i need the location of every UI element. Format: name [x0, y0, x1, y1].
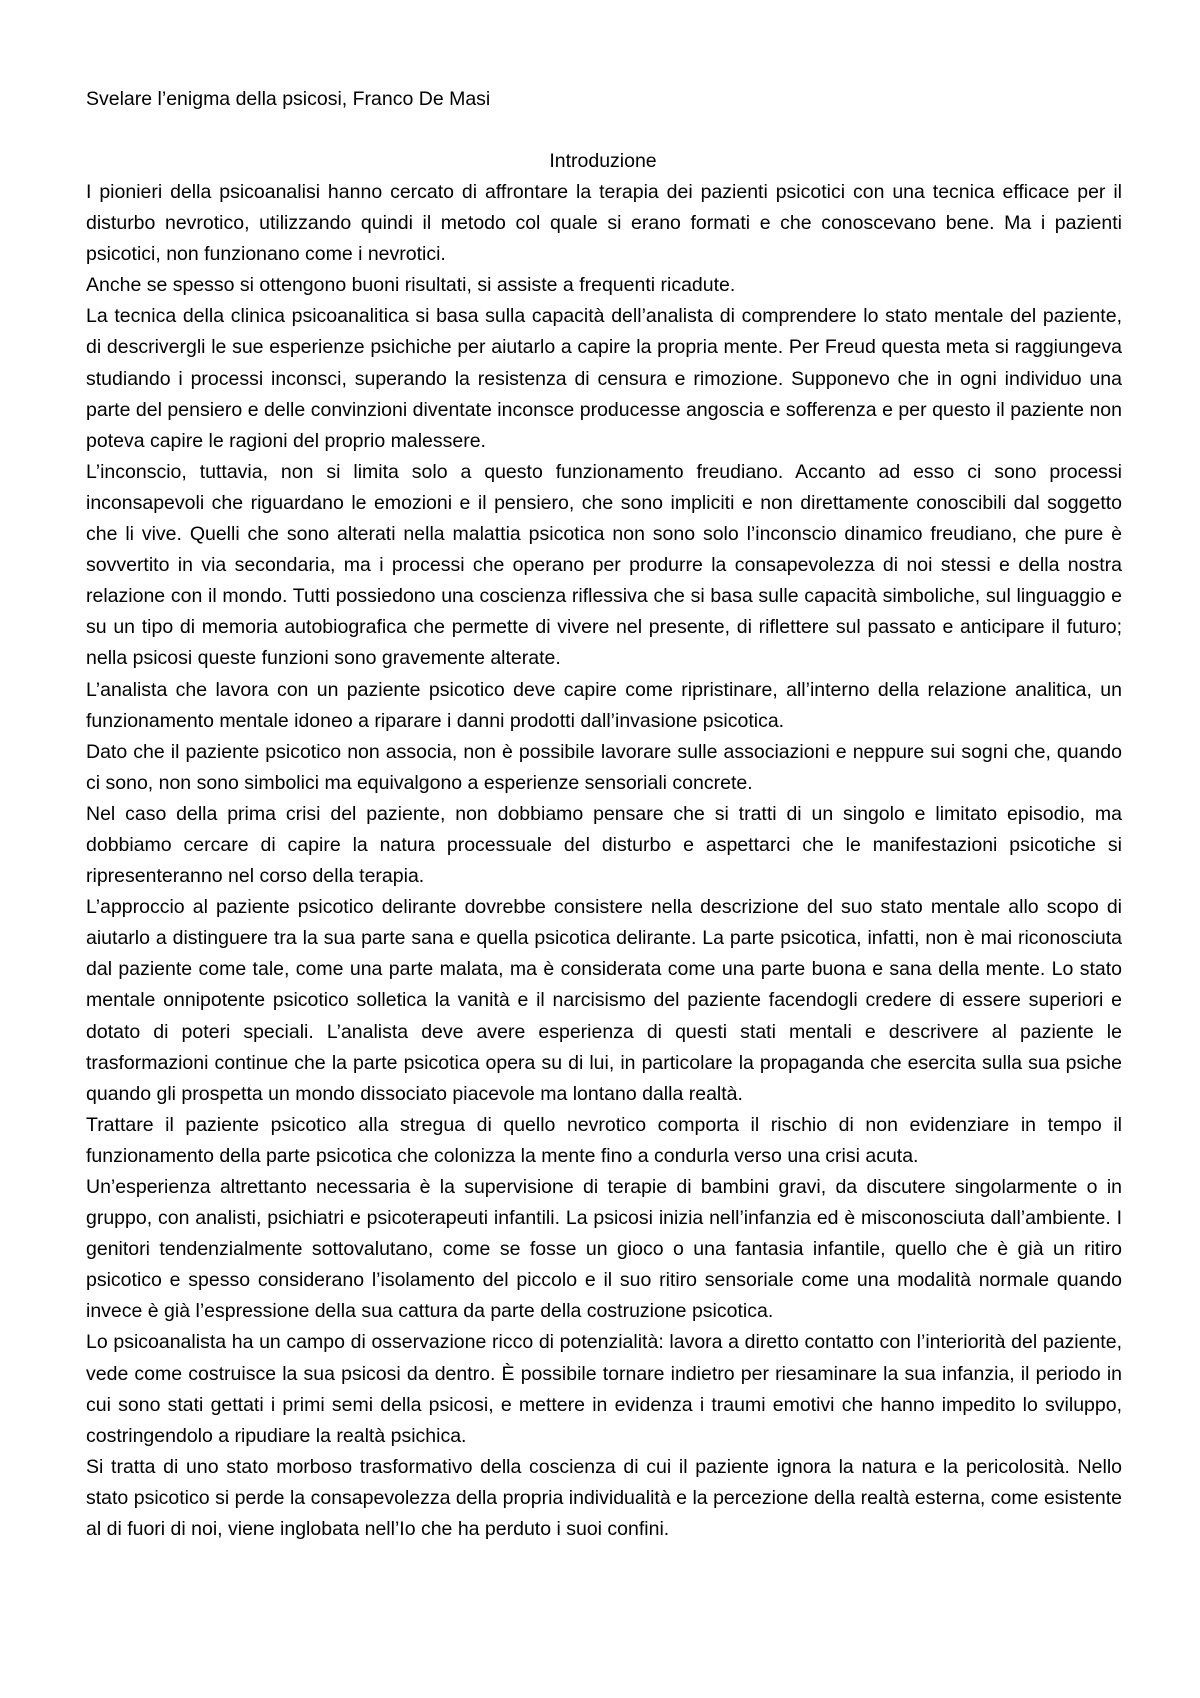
paragraph: La tecnica della clinica psicoanalitica si basa sulla capacità dell’analista di comprendere lo stato mentale del paziente, di descrivergli le sue esperienze psichiche per aiutarlo a capire la propria mente. Per Freud questa meta si raggiungeva studiando i processi inconsci, superando la resistenza di censura e rimozione. Supponevo che in ogni individuo una parte del pensiero e delle convinzioni diventate inconsce producesse angoscia e sofferenza e per questo il paziente non poteva capire le ragioni del proprio malessere. [86, 305, 1122, 452]
paragraph: Trattare il paziente psicotico alla stregua di quello nevrotico comporta il rischio di non evidenziare in tempo il funzionamento della parte psicotica che colonizza la mente fino a condurla verso una crisi acuta. [86, 1113, 1122, 1167]
paragraph: Un’esperienza altrettanto necessaria è la supervisione di terapie di bambini gravi, da discutere singolarmente o in gruppo, con analisti, psichiatri e psicoterapeuti infantili. La psicosi inizia nell’infanzia ed è misconosciuta dall’ambiente. I genitori tendenzialmente sottovalutano, come se fosse un gioco o una fantasia infantile, quello che è già un ritiro psicotico e spesso considerano l’isolamento del piccolo e il suo ritiro sensoriale come una modalità normale quando invece è già l’espressione della sua cattura da parte della costruzione psicotica. [86, 1176, 1122, 1323]
paragraph: Nel caso della prima crisi del paziente, non dobbiamo pensare che si tratti di un singolo e limitato episodio, ma dobbiamo cercare di capire la natura processuale del disturbo e aspettarci che le manifestazioni psicotiche si ripresenteranno nel corso della terapia. [86, 802, 1122, 888]
paragraph: Dato che il paziente psicotico non associa, non è possibile lavorare sulle associazioni e neppure sui sogni che, quando ci sono, non sono simbolici ma equivalgono a esperienze sensoriali concrete. [86, 740, 1122, 794]
paragraph: L’analista che lavora con un paziente psicotico deve capire come ripristinare, all’interno della relazione analitica, un funzionamento mentale idoneo a riparare i danni prodotti dall’invasione psicotica. [86, 678, 1122, 732]
document-title: Svelare l’enigma della psicosi, Franco De Masi [86, 88, 491, 110]
document-body [86, 177, 1122, 1545]
paragraph: Anche se spesso si ottengono buoni risultati, si assiste a frequenti ricadute. [86, 274, 736, 297]
paragraph: Si tratta di uno stato morboso trasformativo della coscienza di cui il paziente ignora la natura e la pericolosità. Nello stato psicotico si perde la consapevolezza della propria individualità e la percezione della realtà esterna, come esistente al di fuori di noi, viene inglobata nell’Io che ha perduto i suoi confini. [86, 1455, 1122, 1541]
paragraph: L’approccio al paziente psicotico delirante dovrebbe consistere nella descrizione del suo stato mentale allo scopo di aiutarlo a distinguere tra la sua parte sana e quella psicotica delirante. La parte psicotica, infatti, non è mai riconosciuta dal paziente come tale, come una parte malata, ma è considerata come una parte buona e sana della mente. Lo stato mentale onnipotente psicotico solletica la vanità e il narcisismo del paziente facendogli credere di essere superiori e dotato di poteri speciali. L’analista deve avere esperienza di questi stati mentali e descrivere al paziente le trasformazioni continue che la parte psicotica opera su di lui, in particolare la propaganda che esercita sulla sua psiche quando gli prospetta un mondo dissociato piacevole ma lontano dalla realtà. [86, 896, 1122, 1105]
paragraph: Lo psicoanalista ha un campo di osservazione ricco di potenzialità: lavora a diretto contatto con l’interiorità del paziente, vede come costruisce la sua psicosi da dentro. È possibile tornare indietro per riesaminare la sua infanzia, il periodo in cui sono stati gettati i primi semi della psicosi, e mettere in evidenza i traumi emotivi che hanno impedito lo sviluppo, costringendolo a ripudiare la realtà psichica. [86, 1331, 1122, 1447]
section-heading: Introduzione [549, 150, 657, 172]
paragraph: L’inconscio, tuttavia, non si limita solo a questo funzionamento freudiano. Accanto ad esso ci sono processi inconsapevoli che riguardano le emozioni e il pensiero, che sono impliciti e non direttamente conoscibili dal soggetto che li vive. Quelli che sono alterati nella malattia psicotica non sono solo l’inconscio dinamico freudiano, che pure è sovvertito in via secondaria, ma i processi che operano per produrre la consapevolezza di noi stessi e della nostra relazione con il mondo. Tutti possiedono una coscienza riflessiva che si basa sulle capacità simboliche, sul linguaggio e su un tipo di memoria autobiografica che permette di vivere nel presente, di riflettere sul passato e anticipare il futuro; nella psicosi queste funzioni sono gravemente alterate. [86, 460, 1122, 670]
paragraph: I pionieri della psicoanalisi hanno cercato di affrontare la terapia dei pazienti psicotici con una tecnica efficace per il disturbo nevrotico, utilizzando quindi il metodo col quale si erano formati e che conoscevano bene. Ma i pazienti psicotici, non funzionano come i nevrotici. [86, 181, 1122, 266]
